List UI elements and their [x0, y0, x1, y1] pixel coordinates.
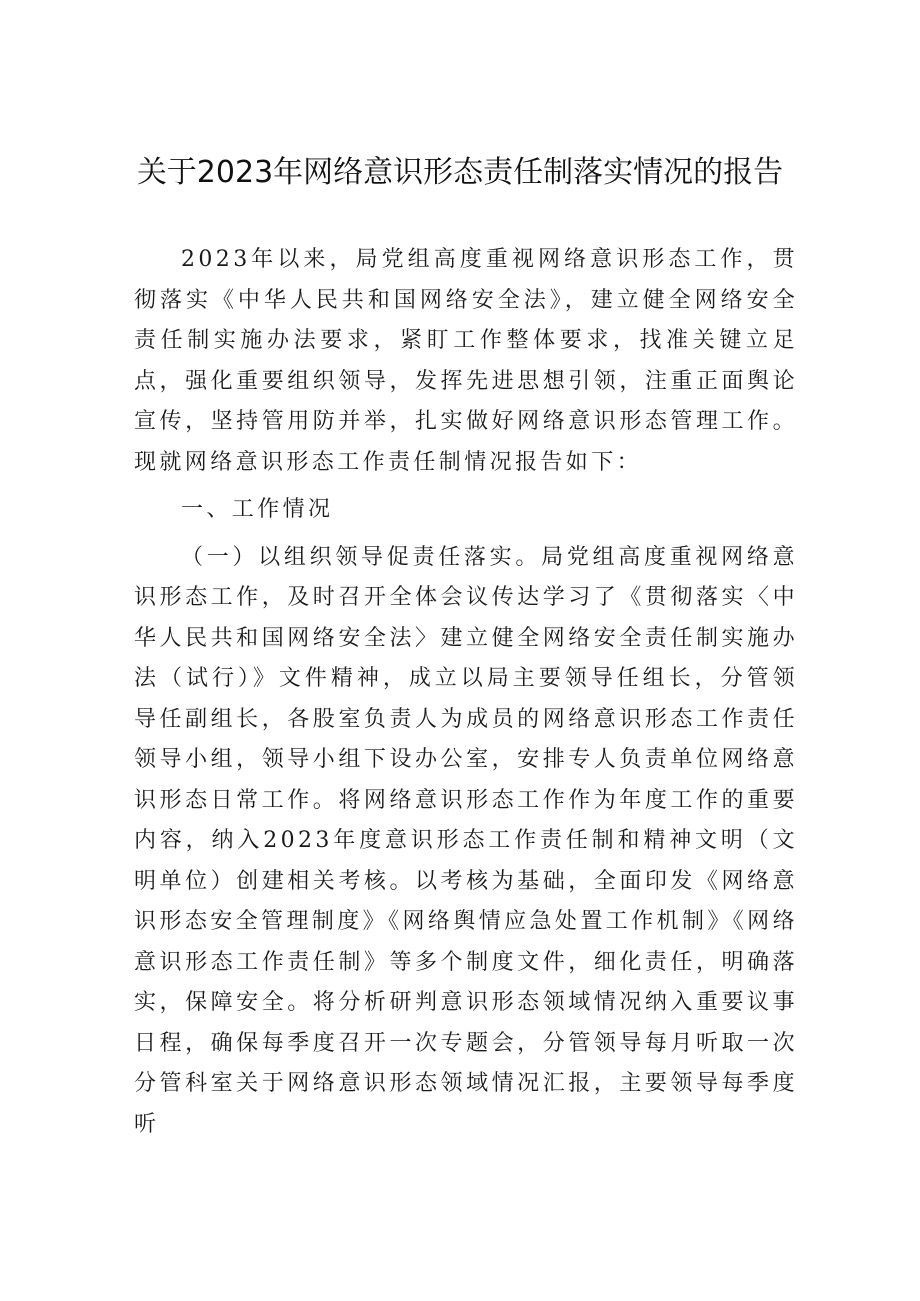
section-heading-work-status: 一、工作情况: [181, 497, 334, 522]
document-body: [134, 240, 798, 1145]
document-title: 关于2023年网络意识形态责任制落实情况的报告: [136, 155, 784, 190]
subsection-paragraph-1: （一）以组织领导促责任落实。局党组高度重视网络意识形态工作，及时召开全体会议传达学习了《贯彻落实〈中华人民共和国网络安全法〉建立健全网络安全责任制实施办法（试行）》文件精神，成立以局主要领导任组长，分管领导任副组长，各股室负责人为成员的网络意识形态工作责任领导小组，领导小组下设办公室，安排专人负责单位网络意识形态日常工作。将网络意识形态工作作为年度工作的重要内容，纳入2023年度意识形态工作责任制和精神文明（文明单位）创建相关考核。以考核为基础，全面印发《网络意识形态安全管理制度》《网络舆情应急处置工作机制》《网络意识形态工作责任制》等多个制度文件，细化责任，明确落实，保障安全。将分析研判意识形态领域情况纳入重要议事日程，确保每季度召开一次专题会，分管领导每月听取一次分管科室关于网络意识形态领域情况汇报，主要领导每季度听: [134, 544, 798, 1137]
intro-paragraph: 2023年以来，局党组高度重视网络意识形态工作，贯彻落实《中华人民共和国网络安全法》，建立健全网络安全责任制实施办法要求，紧盯工作整体要求，找准关键立足点，强化重要组织领导，发挥先进思想引领，注重正面舆论宣传，坚持管用防并举，扎实做好网络意识形态管理工作。现就网络意识形态工作责任制情况报告如下：: [134, 247, 798, 475]
